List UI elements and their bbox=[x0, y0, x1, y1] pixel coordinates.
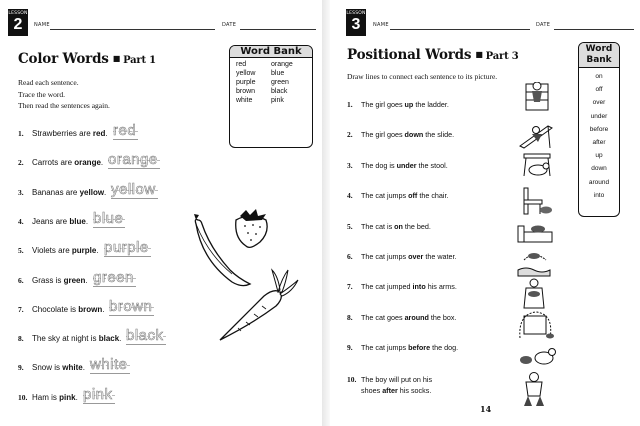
traceable-word: orange bbox=[108, 151, 158, 168]
square-bullet: ■ bbox=[112, 53, 121, 63]
sentence-text: Chocolate is bbox=[32, 304, 79, 314]
sentence-row bbox=[18, 334, 121, 343]
item-number: 7. bbox=[18, 304, 24, 314]
sentence-text: the chair. bbox=[417, 191, 449, 201]
positional-word: over bbox=[408, 252, 424, 261]
title-part: Part 3 bbox=[485, 51, 519, 62]
period: . bbox=[85, 216, 89, 226]
sentence-text: the bed. bbox=[402, 221, 431, 231]
sentence-text: The girl goes bbox=[361, 100, 405, 109]
word-bank-word: before bbox=[589, 125, 609, 133]
item-number: 8. bbox=[18, 334, 24, 344]
item-number: 4. bbox=[347, 191, 353, 201]
girl-on-slide-icon bbox=[520, 126, 552, 148]
word-bank-word: brown bbox=[236, 88, 256, 95]
color-word: pink bbox=[59, 392, 76, 402]
word-bank-word: red bbox=[236, 61, 247, 68]
page-title bbox=[347, 47, 519, 63]
lesson-badge bbox=[8, 9, 28, 36]
name-label: NAME bbox=[34, 22, 50, 28]
traceable-word: green bbox=[93, 269, 134, 286]
sentence-row bbox=[18, 276, 88, 285]
sentence-text: Jeans are bbox=[32, 216, 70, 226]
positional-word: down bbox=[404, 130, 424, 140]
sentence-row bbox=[18, 363, 85, 372]
cat-off-chair-icon bbox=[524, 188, 552, 214]
page-gutter bbox=[322, 0, 330, 426]
period: . bbox=[85, 275, 88, 285]
sentence-row bbox=[18, 246, 99, 255]
title-part: Part 1 bbox=[123, 55, 156, 66]
title-text: Color Words bbox=[18, 51, 109, 67]
word-bank-word: blue bbox=[271, 70, 285, 77]
traceable-word: blue bbox=[93, 210, 124, 227]
sentence-text: Ham is bbox=[32, 392, 60, 402]
period: . bbox=[105, 129, 108, 138]
positional-word: after bbox=[382, 385, 398, 395]
positional-word: on bbox=[394, 221, 403, 231]
item-number: 6. bbox=[347, 252, 353, 261]
sentence-row bbox=[347, 161, 448, 170]
instructions bbox=[347, 71, 497, 83]
color-word: green bbox=[63, 275, 86, 285]
color-word: purple bbox=[71, 246, 97, 256]
title-text: Positional Words bbox=[347, 47, 472, 63]
word-bank-word: up bbox=[595, 152, 603, 160]
sentence-text: The cat jumps bbox=[361, 191, 409, 201]
word-bank-word: white bbox=[236, 97, 253, 104]
traceable-word: black bbox=[126, 327, 164, 344]
word-bank-word: on bbox=[595, 73, 603, 80]
color-word: brown bbox=[78, 304, 103, 314]
sentence-text: Bananas are bbox=[32, 187, 80, 197]
period: . bbox=[104, 187, 107, 197]
sentence-row bbox=[18, 188, 106, 197]
positional-word: around bbox=[404, 312, 429, 322]
instruction-line: Trace the word. bbox=[18, 89, 66, 99]
sentence-row bbox=[347, 191, 449, 200]
date-label: DATE bbox=[536, 22, 551, 28]
lesson-number: 3 bbox=[351, 16, 361, 33]
item-number: 2. bbox=[18, 158, 24, 168]
traceable-word: purple bbox=[104, 239, 149, 256]
color-word: white bbox=[62, 363, 83, 373]
sentence-row bbox=[347, 252, 457, 261]
word-bank-word: down bbox=[591, 165, 607, 173]
item-number: 9. bbox=[347, 343, 353, 353]
period: . bbox=[82, 363, 85, 373]
word-bank-word: over bbox=[592, 99, 606, 107]
word-bank-word: black bbox=[271, 88, 288, 95]
word-bank-title-line: Word bbox=[585, 44, 613, 54]
instruction-line: Then read the sentences again. bbox=[18, 101, 110, 110]
traceable-word: pink bbox=[83, 386, 113, 403]
word-bank-word: pink bbox=[271, 97, 284, 104]
boy-putting-on-shoes-icon bbox=[524, 373, 544, 407]
sentence-row bbox=[347, 282, 457, 291]
sentence-text: the stool. bbox=[416, 160, 448, 170]
color-word: red bbox=[92, 129, 106, 138]
sentence-text: The sky at night is bbox=[32, 334, 99, 344]
sentence-text: Strawberries are bbox=[32, 129, 93, 138]
sentence-row bbox=[347, 100, 449, 109]
color-word: yellow bbox=[79, 187, 105, 197]
lesson-label: LESSON bbox=[346, 11, 366, 16]
item-number: 1. bbox=[18, 129, 24, 138]
item-number: 10. bbox=[347, 374, 357, 384]
word-bank bbox=[578, 42, 620, 217]
sentence-row bbox=[18, 158, 103, 167]
traceable-word: red bbox=[113, 122, 137, 139]
sentence-text: The cat jumped bbox=[361, 282, 413, 292]
sentence-row bbox=[18, 305, 104, 314]
date-line bbox=[240, 29, 316, 30]
word-bank bbox=[229, 45, 313, 148]
sentence-text: The boy will put on his bbox=[361, 374, 433, 384]
item-number: 5. bbox=[347, 221, 353, 231]
cat-around-box-icon bbox=[520, 312, 554, 339]
instructions bbox=[18, 77, 110, 112]
sentence-text: his arms. bbox=[425, 282, 457, 292]
sentence-text: The dog is bbox=[361, 160, 397, 170]
word-bank-word: into bbox=[593, 191, 605, 199]
sentence-text: Grass is bbox=[32, 275, 64, 285]
word-bank-title: Word Bank bbox=[230, 46, 312, 58]
sentence-text: the ladder. bbox=[413, 100, 449, 109]
cat-on-bed-icon bbox=[518, 226, 552, 243]
item-number: 2. bbox=[347, 130, 353, 140]
word-bank-words bbox=[579, 68, 619, 204]
page-title bbox=[18, 51, 156, 67]
sentence-text: the dog. bbox=[430, 343, 459, 353]
color-word: blue bbox=[69, 216, 86, 226]
item-number: 3. bbox=[347, 160, 353, 170]
item-number: 1. bbox=[347, 100, 353, 109]
word-bank-word: off bbox=[595, 86, 603, 94]
item-number: 5. bbox=[18, 246, 24, 256]
color-word: black bbox=[98, 334, 120, 344]
sentence-text: The girl goes bbox=[361, 130, 405, 140]
sentence-row bbox=[347, 343, 458, 352]
item-number: 4. bbox=[18, 216, 24, 226]
girl-on-ladder-icon bbox=[526, 82, 548, 110]
word-bank-word: purple bbox=[236, 79, 256, 86]
cat-into-arms-icon bbox=[524, 279, 544, 308]
name-line bbox=[50, 29, 215, 30]
matching-pictures bbox=[510, 82, 560, 412]
lesson-label: LESSON bbox=[8, 11, 28, 16]
page-number: 14 bbox=[480, 404, 492, 414]
lesson-badge bbox=[346, 9, 366, 36]
word-bank-word: after bbox=[592, 138, 606, 146]
period: . bbox=[119, 334, 122, 344]
positional-word: under bbox=[396, 160, 417, 170]
item-number: 6. bbox=[18, 275, 24, 285]
word-bank-word: orange bbox=[271, 61, 293, 68]
color-word: orange bbox=[74, 158, 101, 168]
sentence-text: Snow is bbox=[32, 363, 63, 373]
fruit-illustration bbox=[190, 200, 300, 345]
word-bank-title bbox=[579, 43, 619, 68]
sentence-text: his socks. bbox=[397, 385, 432, 395]
name-label: NAME bbox=[373, 22, 389, 28]
cat-over-water-icon bbox=[518, 253, 550, 276]
sentence-text: the box. bbox=[428, 312, 457, 322]
sentence-row bbox=[347, 130, 454, 139]
name-line bbox=[390, 29, 530, 30]
item-number: 3. bbox=[18, 187, 24, 197]
positional-word: into bbox=[412, 282, 426, 292]
date-label: DATE bbox=[222, 22, 237, 28]
period: . bbox=[96, 246, 99, 256]
sentence-text: Carrots are bbox=[32, 158, 75, 168]
traceable-word: brown bbox=[109, 298, 153, 315]
item-number: 8. bbox=[347, 312, 353, 322]
word-bank-title-line: Bank bbox=[586, 55, 612, 65]
traceable-word: white bbox=[90, 356, 128, 373]
square-bullet: ■ bbox=[475, 49, 483, 59]
sentence-text: The cat is bbox=[361, 221, 395, 231]
positional-word: up bbox=[404, 100, 414, 109]
word-bank-word: under bbox=[590, 112, 608, 120]
sentence-row bbox=[347, 313, 457, 322]
sentence-text: the slide. bbox=[423, 130, 455, 140]
sentence-text: the water. bbox=[423, 252, 457, 261]
sentence-text: shoes bbox=[361, 385, 383, 395]
sentence-text: The cat jumps bbox=[361, 252, 409, 261]
lesson-number: 2 bbox=[13, 16, 23, 33]
sentence-row bbox=[18, 393, 78, 402]
positional-word: before bbox=[408, 343, 431, 353]
sentence-row bbox=[347, 374, 432, 396]
instruction-line: Read each sentence. bbox=[18, 78, 79, 87]
cat-before-dog-icon bbox=[520, 349, 556, 365]
word-bank-word: green bbox=[271, 79, 289, 86]
word-bank-words bbox=[230, 58, 312, 107]
word-bank-word: yellow bbox=[236, 70, 256, 77]
sentence-text: The cat goes bbox=[361, 312, 405, 322]
sentence-row bbox=[347, 222, 431, 231]
period: . bbox=[100, 158, 104, 168]
item-number: 7. bbox=[347, 282, 353, 292]
traceable-word: yellow bbox=[111, 181, 156, 198]
period: . bbox=[75, 392, 78, 402]
item-number: 10. bbox=[18, 392, 28, 402]
date-line bbox=[554, 29, 634, 30]
instruction-line: Draw lines to connect each sentence to its picture. bbox=[347, 72, 498, 81]
sentence-row bbox=[18, 217, 88, 226]
sentence-text: Violets are bbox=[32, 246, 72, 256]
item-number: 9. bbox=[18, 363, 24, 373]
positional-word: off bbox=[408, 191, 418, 201]
period: . bbox=[102, 304, 105, 314]
word-bank-word: around bbox=[588, 178, 610, 186]
strawberry-icon bbox=[236, 209, 267, 247]
right-worksheet-page bbox=[330, 0, 640, 426]
dog-under-stool-icon bbox=[524, 154, 550, 176]
sentence-row bbox=[18, 129, 108, 138]
sentence-text: The cat jumps bbox=[361, 343, 409, 353]
